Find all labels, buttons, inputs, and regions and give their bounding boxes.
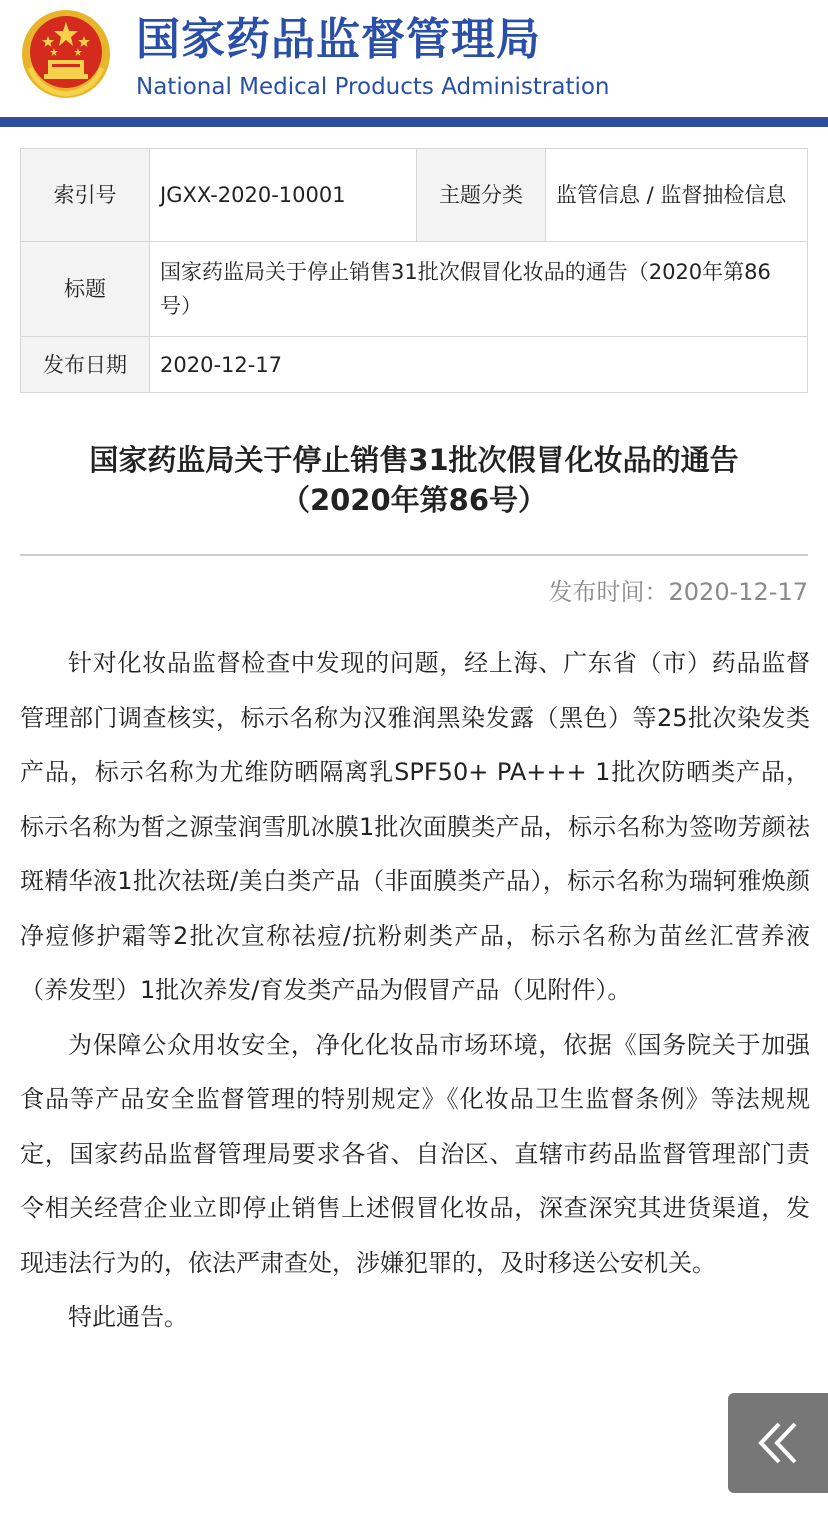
body-paragraph-1: 针对化妆品监督检查中发现的问题，经上海、广东省（市）药品监督管理部门调查核实，标示名称为汉雅润黑染发露（黑色）等25批次染发类产品，标示名称为尤维防晒隔离乳SPF50+ PA+++ 1批次防晒类产品，标示名称为皙之源莹润雪肌冰膜1批次面膜类产品，标示名称为签吻芳颜祛斑精华液1批次祛斑/美白类产品（非面膜类产品），标示名称为瑞轲雅焕颜净痘修护霜等2批次宣称祛痘/抗粉刺类产品，标示名称为苗丝汇营养液（养发型）1批次养发/育发类产品为假冒产品（见附件）。 [20, 649, 810, 1004]
header-bar [0, 117, 828, 127]
publish-time: 发布时间：2020-12-17 [548, 578, 808, 606]
category-label: 主题分类 [417, 149, 546, 242]
category-value: 监管信息 / 监督抽检信息 [546, 149, 808, 242]
body-paragraph-2: 为保障公众用妆安全，净化化妆品市场环境，依据《国务院关于加强食品等产品安全监督管理的特别规定》《化妆品卫生监督条例》等法规规定，国家药品监督管理局要求各省、自治区、直辖市药品监督管理部门责令相关经营企业立即停止销售上述假冒化妆品，深查深究其进货渠道，发现违法行为的，依法严肃查处，涉嫌犯罪的，及时移送公安机关。 [20, 1030, 810, 1277]
title-label: 标题 [21, 242, 150, 337]
index-value: JGXX-2020-10001 [150, 149, 417, 242]
article-title [20, 440, 808, 520]
site-title-cn: 国家药品监督管理局 [136, 14, 541, 65]
article-body [20, 636, 810, 1345]
article-title-line2: （2020年第86号） [280, 483, 548, 517]
title-value: 国家药监局关于停止销售31批次假冒化妆品的通告（2020年第86号） [150, 242, 808, 337]
index-label: 索引号 [21, 149, 150, 242]
article-title-line1: 国家药监局关于停止销售31批次假冒化妆品的通告 [89, 443, 739, 477]
info-table [20, 148, 808, 393]
date-value: 2020-12-17 [150, 337, 808, 393]
title-divider [20, 554, 808, 556]
site-title-en: National Medical Products Administration [136, 74, 610, 100]
date-label: 发布日期 [21, 337, 150, 393]
back-button[interactable] [728, 1393, 828, 1493]
body-paragraph-3: 特此通告。 [68, 1303, 188, 1331]
national-emblem-icon [20, 8, 112, 100]
double-chevron-left-icon [753, 1418, 803, 1468]
site-header [0, 0, 828, 118]
